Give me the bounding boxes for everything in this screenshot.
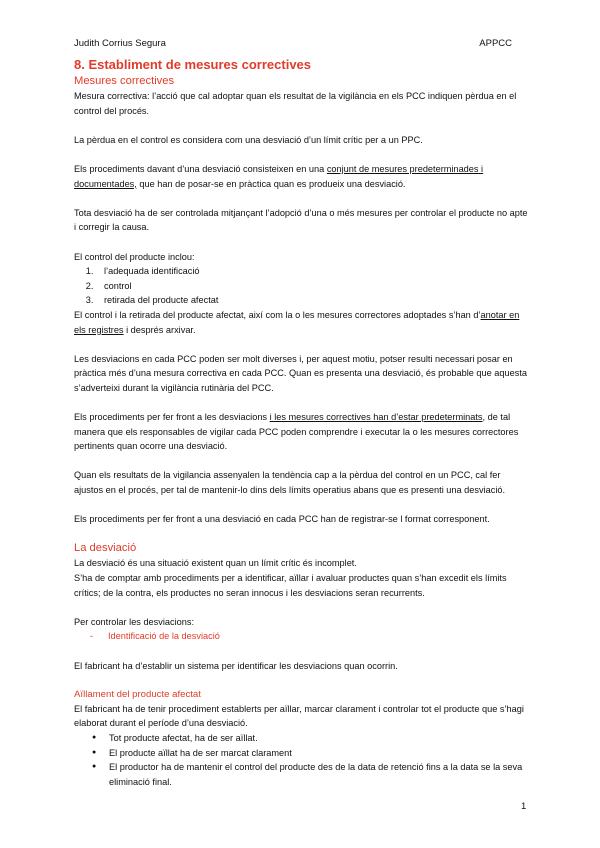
desviacio-p2: S’ha de comptar amb procediments per a identificar, aïllar i avaluar productes quan s’han excedit els límits crítics; de la contra, els productes no seran innocus i les desviacions seran recurrents. <box>74 573 507 598</box>
desviacio-p3: Per controlar les desviacions: <box>74 616 195 627</box>
mesures-p8: Quan els resultats de la vigilancia assenyalen la tendència cap a la pèrdua del control en un PCC, cal fer ajustos en el procés, per tal de mantenir-lo dins dels límits operatius abans que es presenti una desviació. <box>74 470 506 496</box>
header-subject: APPCC <box>479 38 512 49</box>
list-item: 2. control <box>96 279 532 294</box>
list-item: 3. retirada del producte afectat <box>96 293 532 308</box>
mesures-p7: Els procediments per fer front a les desviacions i les mesures correctives han d’estar predeterminats, de tal manera que els responsables de vigilar cada PCC poden comprendre i executar la o les mesures correctores pertinents quan ocorre una desviació. <box>74 412 519 452</box>
list-item: - Identificació de la desviació <box>90 629 532 644</box>
mesures-p1: Mesura correctiva: l’acció que cal adoptar quan els resultat de la vigilància en els PCC indiquen pèrdua en el control del procés. <box>74 91 517 116</box>
bullet-list <box>74 731 532 789</box>
mesures-heading: Mesures correctives <box>74 75 175 87</box>
list-item: ● El producte aïllat ha de ser marcat clarament <box>92 746 532 761</box>
section-title: 8. Establiment de mesures correctives <box>74 57 312 72</box>
document-body <box>74 56 532 789</box>
dash-list <box>74 629 532 644</box>
mesures-p3: Els procediments davant d’una desviació consisteixen en una conjunt de mesures predeterminades i documentades, que han de posar-se en pràctica quan es produeix una desviació. <box>74 163 484 189</box>
aillament-p1: El fabricant ha de tenir procediment establerts per aïllar, marcar clarament i controlar tot el producte que s’hagi elaborat durant el període d’una desviació. <box>74 703 524 729</box>
mesures-p4: Tota desviació ha de ser controlada mitjançant l’adopció d’una o més mesures per controlar el producte no apte i corregir la causa. <box>74 207 528 233</box>
desviacio-p1: La desviació és una situació existent quan un límit crític és incomplet. <box>74 558 357 569</box>
underlined-phrase: i les mesures correctives han d’estar predeterminats <box>269 412 483 423</box>
desviacio-heading: La desviació <box>74 542 137 555</box>
desviacio-p4: El fabricant ha d’establir un sistema per identificar les desviacions quan ocorrin. <box>74 660 398 671</box>
list-item: ● El productor ha de mantenir el control del producte des de la data de retenció fins a la data se la seva eliminació final. <box>92 760 532 789</box>
control-list <box>74 264 532 308</box>
underlined-phrase: anotar en els registres <box>74 309 520 335</box>
control-intro: El control del producte inclou: <box>74 251 195 262</box>
mesures-p5: El control i la retirada del producte afectat, així com la o les mesures correctores adoptades s’han d’anotar en els registres i després arxivar. <box>74 309 520 335</box>
aillament-heading: Aïllament del producte afectat <box>74 688 201 700</box>
mesures-p2: La pèrdua en el control es considera com una desviació d’un límit crític per a un PPC. <box>74 134 423 145</box>
list-item: ● Tot producte afectat, ha de ser aïllat. <box>92 731 532 746</box>
mesures-p9: Els procediments per fer front a una desviació en cada PCC han de registrar-se l format corresponent. <box>74 514 490 525</box>
page-header <box>74 38 512 49</box>
list-item: 1. l’adequada identificació <box>96 264 532 279</box>
header-author: Judith Corrius Segura <box>74 38 166 49</box>
mesures-p6: Les desviacions en cada PCC poden ser molt diverses i, per aquest motiu, potser resulti necessari posar en pràctica més d’una mesura correctiva en cada PCC. Quan es presenta una desviació, és probable que aquesta s’adverteixi durant la vigilància rutinària del PCC. <box>74 353 528 393</box>
page-number: 1 <box>521 801 527 812</box>
underlined-phrase: conjunt de mesures predeterminades i documentades, <box>74 163 484 189</box>
